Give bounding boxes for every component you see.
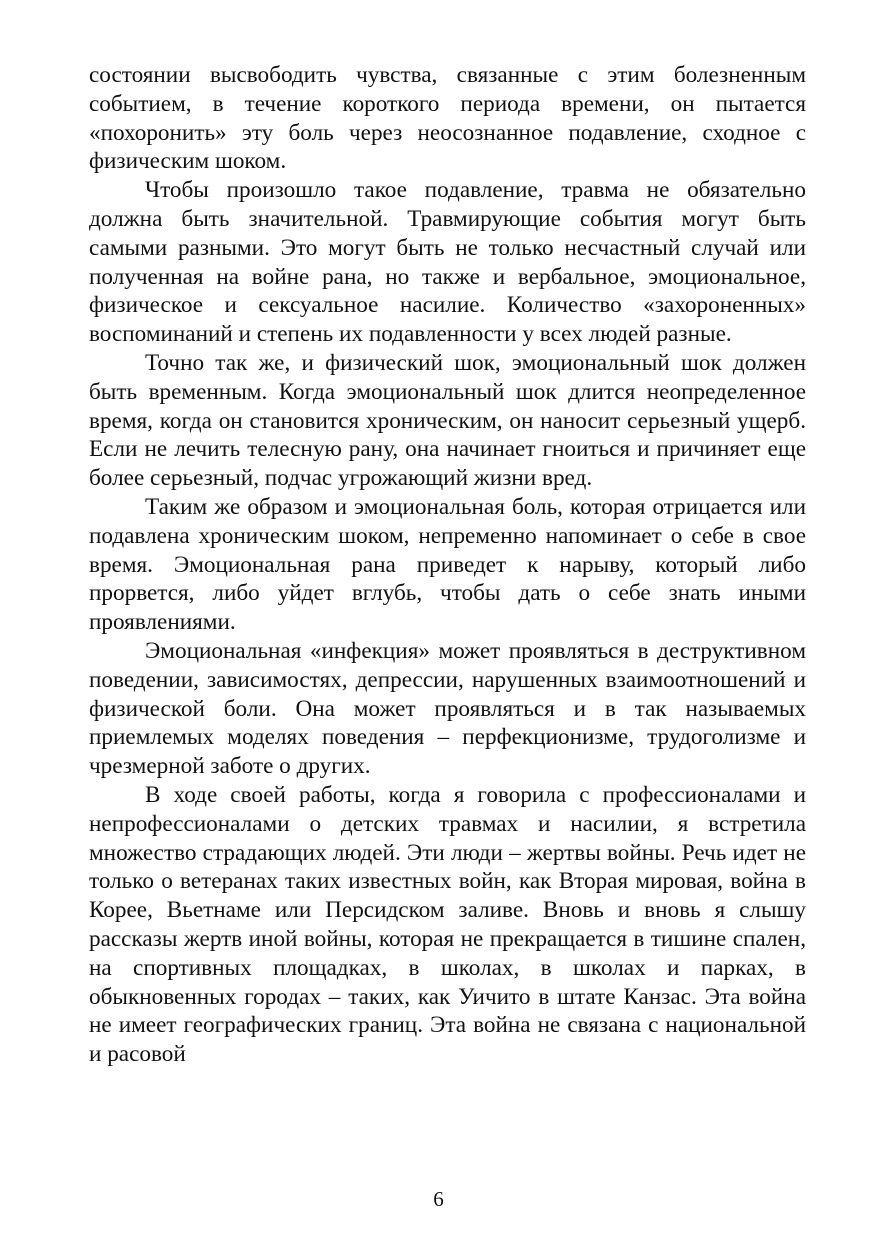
body-text — [89, 61, 806, 1069]
paragraph-3: Точно так же, и физический шок, эмоциональный шок должен быть временным. Когда эмоциональный шок длится неопределенное время, когда он становится хроническим, он наносит серьезный ущерб. Если не лечить телесную рану, она начинает гноиться и причиняет еще более серьезный, подчас угрожающий жизни вред. — [89, 349, 806, 492]
page-number: 6 — [433, 1187, 444, 1211]
paragraph-1: состоянии высвободить чувства, связанные с этим болезненным событием, в течение короткого периода времени, он пытается «похоронить» эту боль через неосознанное подавление, сходное с физическим шоком. — [89, 62, 806, 175]
paragraph-2: Чтобы произошло такое подавление, травма не обязательно должна быть значительной. Травмирующие события могут быть самыми разными. Это могут быть не только несчастный случай или полученная на войне рана, но также и вербальное, эмоциональное, физическое и сексуальное насилие. Количество «захороненных» воспоминаний и степень их подавленности у всех людей разные. — [89, 177, 806, 348]
paragraph-5: Эмоциональная «инфекция» может проявляться в деструктивном поведении, зависимостях, депрессии, нарушенных взаимоотношений и физической боли. Она может проявляться и в так называемых приемлемых моделях поведения – перфекционизме, трудоголизме и чрезмерной заботе о других. — [89, 637, 806, 780]
paragraph-6: В ходе своей работы, когда я говорила с профессионалами и непрофессионалами о детских травмах и насилии, я встретила множество страдающих людей. Эти люди – жертвы войны. Речь идет не только о ветеранах таких известных войн, как Вторая мировая, война в Корее, Вьетнаме или Персидском заливе. Вновь и вновь я слышу рассказы жертв иной войны, которая не прекращается в тишине спален, на спортивных площадках, в школах, в школах и парках, в обыкновенных городах – таких, как Уичито в штате Канзас. Эта война не имеет географических границ. Эта война не связана с национальной и расовой — [89, 781, 806, 1068]
paragraph-4: Таким же образом и эмоциональная боль, которая отрицается или подавлена хроническим шоком, непременно напоминает о себе в свое время. Эмоциональная рана приведет к нарыву, который либо прорвется, либо уйдет вглубь, чтобы дать о себе знать иными проявлениями. — [89, 493, 806, 636]
